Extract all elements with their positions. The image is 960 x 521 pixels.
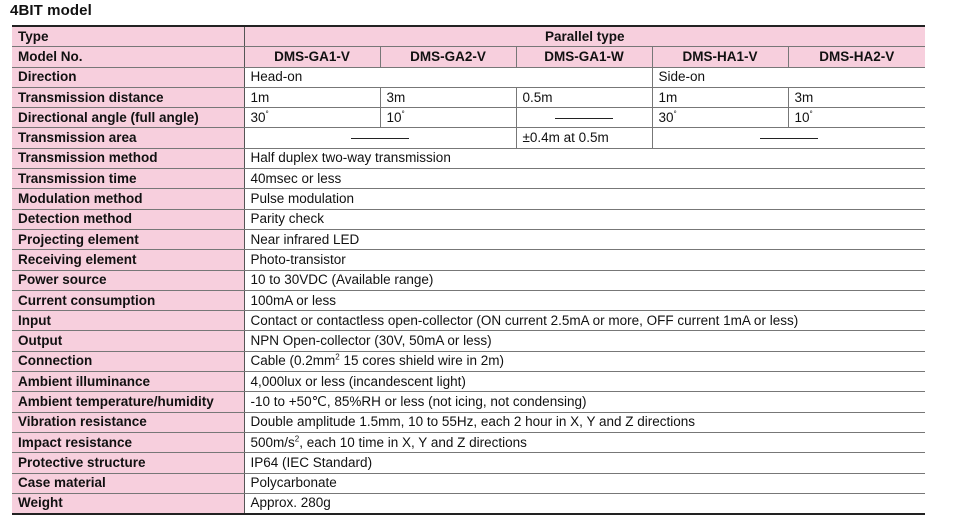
angle-ga2-v: 10° bbox=[380, 108, 516, 128]
model-ga1-v: DMS-GA1-V bbox=[244, 47, 380, 67]
row-current bbox=[12, 290, 925, 310]
method-value: Half duplex two-way transmission bbox=[244, 148, 925, 168]
area-ga-na bbox=[244, 128, 516, 148]
label-output: Output bbox=[12, 331, 244, 351]
row-protective bbox=[12, 453, 925, 473]
row-direction bbox=[12, 67, 925, 87]
projecting-value: Near infrared LED bbox=[244, 229, 925, 249]
label-receiving: Receiving element bbox=[12, 250, 244, 270]
distance-ga2-v: 3m bbox=[380, 87, 516, 107]
row-projecting bbox=[12, 229, 925, 249]
temperature-value: -10 to +50℃, 85%RH or less (not icing, not condensing) bbox=[244, 392, 925, 412]
angle-ha2-v: 10° bbox=[788, 108, 925, 128]
distance-ha2-v: 3m bbox=[788, 87, 925, 107]
modulation-value: Pulse modulation bbox=[244, 189, 925, 209]
weight-value: Approx. 280g bbox=[244, 493, 925, 514]
label-illuminance: Ambient illuminance bbox=[12, 372, 244, 392]
distance-ha1-v: 1m bbox=[652, 87, 788, 107]
not-applicable-dash bbox=[555, 118, 613, 119]
row-connection bbox=[12, 351, 925, 371]
spec-table bbox=[12, 25, 925, 515]
vibration-value: Double amplitude 1.5mm, 10 to 55Hz, each 2 hour in X, Y and Z directions bbox=[244, 412, 925, 432]
area-ha-na bbox=[652, 128, 925, 148]
illuminance-value: 4,000lux or less (incandescent light) bbox=[244, 372, 925, 392]
row-angle bbox=[12, 108, 925, 128]
label-method: Transmission method bbox=[12, 148, 244, 168]
row-case bbox=[12, 473, 925, 493]
angle-ga1-v: 30° bbox=[244, 108, 380, 128]
label-protective: Protective structure bbox=[12, 453, 244, 473]
direction-side-on: Side-on bbox=[652, 67, 925, 87]
row-modulation bbox=[12, 189, 925, 209]
label-angle: Directional angle (full angle) bbox=[12, 108, 244, 128]
connection-value: Cable ($0.2mm^2$ 15 cores shield wire in 2m) bbox=[244, 351, 925, 371]
input-value: Contact or contactless open-collector (ON current 2.5mA or more, OFF current 1mA or less) bbox=[244, 311, 925, 331]
row-method bbox=[12, 148, 925, 168]
power-value: 10 to 30VDC (Available range) bbox=[244, 270, 925, 290]
label-direction: Direction bbox=[12, 67, 244, 87]
not-applicable-dash bbox=[351, 138, 409, 139]
row-illuminance bbox=[12, 372, 925, 392]
not-applicable-dash bbox=[760, 138, 818, 139]
model-ha1-v: DMS-HA1-V bbox=[652, 47, 788, 67]
row-impact bbox=[12, 432, 925, 452]
row-power bbox=[12, 270, 925, 290]
label-input: Input bbox=[12, 311, 244, 331]
time-value: 40msec or less bbox=[244, 169, 925, 189]
impact-value: $500m/s^2$, each 10 time in X, Y and Z directions bbox=[244, 432, 925, 452]
row-receiving bbox=[12, 250, 925, 270]
model-ha2-v: DMS-HA2-V bbox=[788, 47, 925, 67]
label-type: Type bbox=[12, 26, 244, 47]
output-value: NPN Open-collector (30V, 50mA or less) bbox=[244, 331, 925, 351]
label-modulation: Modulation method bbox=[12, 189, 244, 209]
direction-head-on: Head-on bbox=[244, 67, 652, 87]
case-value: Polycarbonate bbox=[244, 473, 925, 493]
label-detection: Detection method bbox=[12, 209, 244, 229]
label-impact: Impact resistance bbox=[12, 432, 244, 452]
angle-ha1-v: 30° bbox=[652, 108, 788, 128]
label-projecting: Projecting element bbox=[12, 229, 244, 249]
label-power: Power source bbox=[12, 270, 244, 290]
row-output bbox=[12, 331, 925, 351]
distance-ga1-w: 0.5m bbox=[516, 87, 652, 107]
page-title: 4BIT model bbox=[10, 2, 92, 19]
type-value: Parallel type bbox=[244, 26, 925, 47]
current-value: 100mA or less bbox=[244, 290, 925, 310]
model-ga1-w: DMS-GA1-W bbox=[516, 47, 652, 67]
model-ga2-v: DMS-GA2-V bbox=[380, 47, 516, 67]
row-detection bbox=[12, 209, 925, 229]
row-input bbox=[12, 311, 925, 331]
label-current: Current consumption bbox=[12, 290, 244, 310]
row-distance bbox=[12, 87, 925, 107]
label-area: Transmission area bbox=[12, 128, 244, 148]
angle-ga1-w-na bbox=[516, 108, 652, 128]
row-weight bbox=[12, 493, 925, 514]
label-connection: Connection bbox=[12, 351, 244, 371]
row-model bbox=[12, 47, 925, 67]
label-vibration: Vibration resistance bbox=[12, 412, 244, 432]
label-weight: Weight bbox=[12, 493, 244, 514]
label-distance: Transmission distance bbox=[12, 87, 244, 107]
row-temperature bbox=[12, 392, 925, 412]
detection-value: Parity check bbox=[244, 209, 925, 229]
protective-value: IP64 (IEC Standard) bbox=[244, 453, 925, 473]
row-area bbox=[12, 128, 925, 148]
label-temperature: Ambient temperature/humidity bbox=[12, 392, 244, 412]
row-type bbox=[12, 26, 925, 47]
label-case: Case material bbox=[12, 473, 244, 493]
receiving-value: Photo-transistor bbox=[244, 250, 925, 270]
row-time bbox=[12, 169, 925, 189]
distance-ga1-v: 1m bbox=[244, 87, 380, 107]
row-vibration bbox=[12, 412, 925, 432]
area-ga1-w: ±0.4m at 0.5m bbox=[516, 128, 652, 148]
label-time: Transmission time bbox=[12, 169, 244, 189]
label-model: Model No. bbox=[12, 47, 244, 67]
